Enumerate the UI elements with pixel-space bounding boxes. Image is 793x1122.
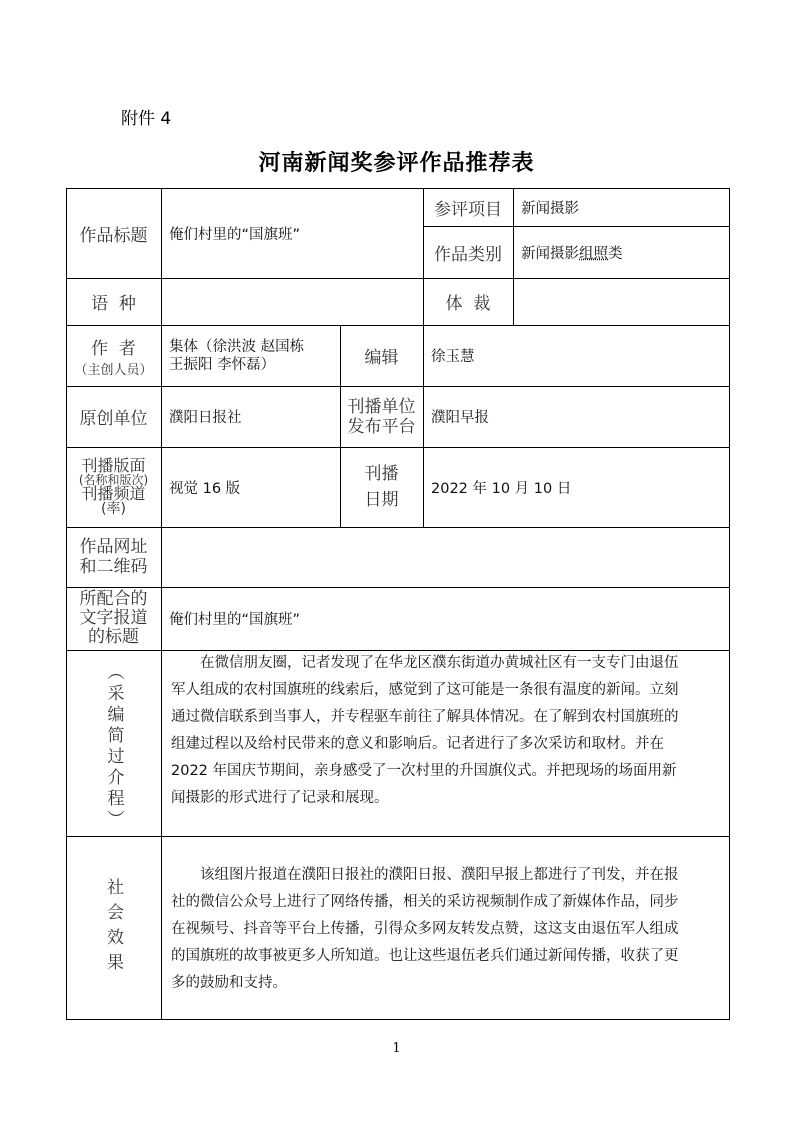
original-unit-label: 原创单位 <box>79 409 148 429</box>
publish-unit-label <box>340 386 423 447</box>
page-title: 河南新闻奖参评作品推荐表 <box>258 150 535 176</box>
effect-line: 多的鼓励和支持。 <box>171 975 287 991</box>
category-value <box>513 226 729 278</box>
author-sublabel: （主创人员） <box>74 362 153 378</box>
publish-unit-label-line1: 刊播单位 <box>347 396 416 417</box>
entry-item-label: 参评项目 <box>434 199 502 220</box>
language-value <box>161 278 423 325</box>
related-report-label-line2: 文字报道 <box>79 608 148 628</box>
page-info-label-line1: 刊播版面 <box>81 456 146 475</box>
related-report-label-line3: 的标题 <box>88 627 139 647</box>
author-value-line1: 集体（徐洪波 赵国栋 <box>169 338 305 355</box>
genre-label: 体 裁 <box>445 294 491 314</box>
editor-label: 编辑 <box>364 348 399 368</box>
author-label: 作 者 <box>91 338 136 359</box>
process-line: 通过微信联系到当事人，并专程驱车前往了解具体情况。在了解到农村国旗班的 <box>171 709 679 725</box>
genre-value <box>513 278 729 325</box>
entry-item-value: 新闻摄影 <box>521 200 579 217</box>
related-report-label-line1: 所配合的 <box>79 589 148 609</box>
page-info-value: 视觉 16 版 <box>169 480 241 497</box>
url-qr-value <box>161 527 729 587</box>
page-info-label-line3: 刊播频道 <box>81 484 146 503</box>
publish-date-label <box>340 447 423 527</box>
page-number: 1 <box>392 1041 401 1056</box>
url-qr-label <box>66 527 161 587</box>
url-qr-label-line2: 和二维码 <box>79 557 148 577</box>
work-title-value: 俺们村里的“国旗班” <box>169 226 301 243</box>
publish-date-label-line1: 刊播 <box>364 464 399 484</box>
process-label: （采编简过介程） <box>103 663 124 831</box>
process-line: 2022 年国庆节期间，亲身感受了一次村里的升国旗仪式。并把现场的场面用新 <box>171 763 677 779</box>
publish-unit-label-line2: 发布平台 <box>347 416 416 437</box>
author-value <box>161 325 340 386</box>
effect-line: 社的微信公众号上进行了网络传播，相关的采访视频制作成了新媒体作品，同步 <box>171 894 679 910</box>
publish-date-value: 2022 年 10 月 10 日 <box>431 480 572 497</box>
editor-value: 徐玉慧 <box>431 349 475 365</box>
author-label-cell <box>66 325 161 386</box>
category-suffix: 类 <box>608 245 623 262</box>
process-line: 在微信朋友圈，记者发现了在华龙区濮东街道办黄城社区有一支专门由退伍 <box>171 655 679 671</box>
language-label: 语 种 <box>91 294 136 314</box>
publish-unit-value: 濮阳早报 <box>431 410 489 426</box>
category-label: 作品类别 <box>434 244 502 265</box>
effect-line: 该组图片报道在濮阳日报社的濮阳日报、濮阳早报上都进行了刊发，并在报 <box>171 867 679 883</box>
page-info-label <box>66 447 161 527</box>
page-info-label-line4: (率) <box>101 501 126 517</box>
effect-line: 的国旗班的故事被更多人所知道。也让这些退伍老兵们通过新闻传播，收获了更 <box>171 948 679 964</box>
publish-date-label-line2: 日期 <box>364 490 399 510</box>
effect-line: 在视频号、抖音等平台上传播，引得众多网友转发点赞，这这支由退伍军人组成 <box>171 921 679 937</box>
page-info-label-line2: (名称和版次) <box>78 473 149 487</box>
process-label-cell <box>66 650 161 836</box>
category-underlined: 组照 <box>579 245 608 262</box>
category-prefix: 新闻摄影 <box>521 245 579 262</box>
process-line: 组建过程以及给村民带来的意义和影响后。记者进行了多次采访和取材。并在 <box>171 736 664 752</box>
related-report-label <box>66 587 161 650</box>
effect-label: 社会效果 <box>103 877 123 978</box>
url-qr-label-line1: 作品网址 <box>79 537 148 557</box>
original-unit-value: 濮阳日报社 <box>169 410 242 426</box>
process-line: 军人组成的农村国旗班的线索后，感觉到了这可能是一条很有温度的新闻。立刻 <box>171 682 679 698</box>
effect-label-cell <box>66 836 161 1019</box>
effect-text <box>161 862 729 997</box>
attachment-label: 附件 4 <box>121 109 172 129</box>
process-line: 闻摄影的形式进行了记录和展现。 <box>171 790 389 806</box>
work-title-label: 作品标题 <box>79 225 148 246</box>
author-value-line2: 王振阳 李怀磊） <box>169 356 276 373</box>
process-text <box>161 650 729 812</box>
related-report-value: 俺们村里的“国旗班” <box>169 612 301 628</box>
